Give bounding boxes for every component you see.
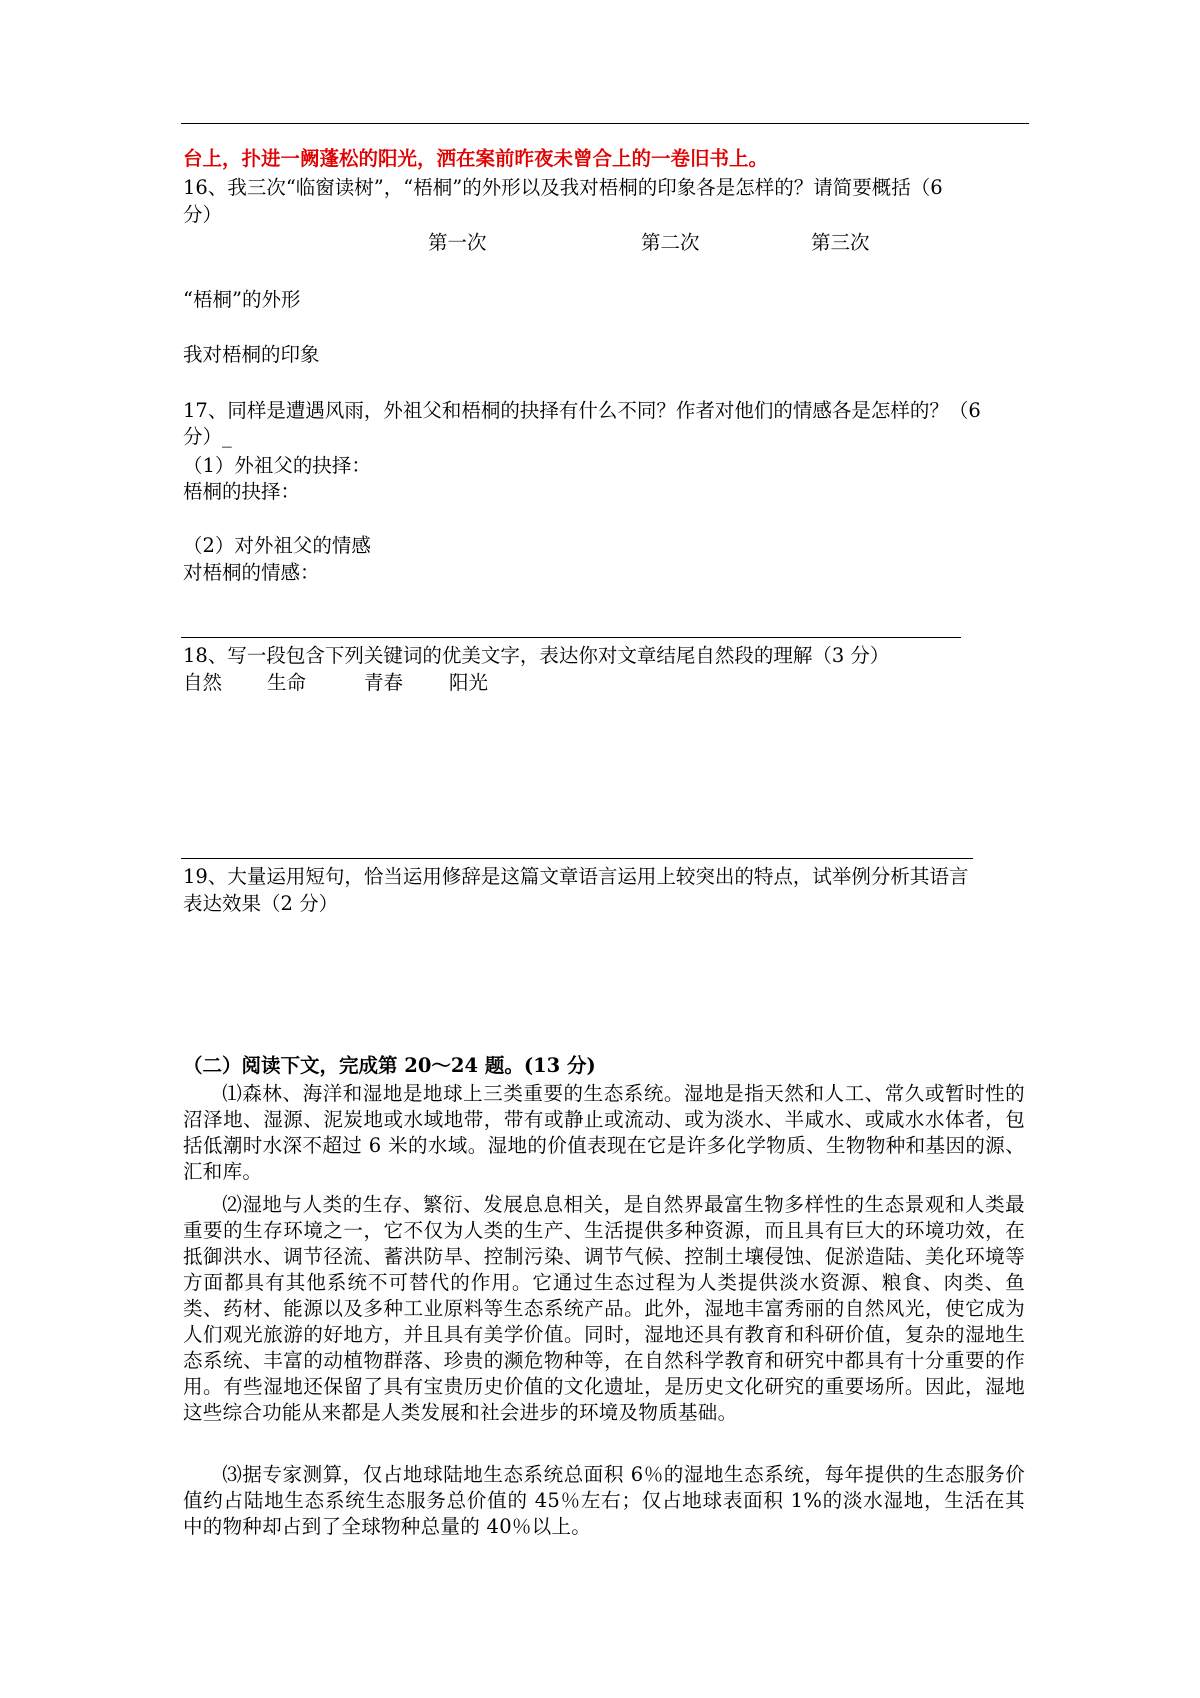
q18-stem: 18、写一段包含下列关键词的优美文字，表达你对文章结尾自然段的理解（3 分） (183, 644, 890, 667)
q16-col-first: 第一次 (428, 231, 487, 254)
q18-keyword: 自然 (183, 671, 223, 694)
q17-answer-tree-feeling: 对梧桐的情感： (183, 561, 320, 584)
paragraph-3-text: ⑶据专家测算，仅占地球陆地生态系统总面积 6％的湿地生态系统，每年提供的生态服务价值约占陆地生态系统生态服务总价值的 45％左右；仅占地球表面积 1%的淡水湿地，生活在其中的物种却占到了全球物种总量的 40％以上。 (183, 1463, 1025, 1538)
q16-col-second: 第二次 (641, 231, 700, 254)
q16-stem-line2: 分） (183, 203, 223, 226)
q17-answer-grandfather-choice: （1）外祖父的抉择： (183, 454, 371, 477)
section2-paragraph-1 (183, 1081, 1025, 1185)
answer-rule-2 (181, 858, 973, 859)
paragraph-2-text: ⑵湿地与人类的生存、繁衍、发展息息相关，是自然界最富生物多样性的生态景观和人类最重要的生存环境之一，它不仅为人类的生产、生活提供多种资源，而且具有巨大的环境功效，在抵御洪水、调节径流、蓄洪防旱、控制污染、调节气候、控制土壤侵蚀、促淤造陆、美化环境等方面都具有其他系统不可替代的作用。它通过生态过程为人类提供淡水资源、粮食、肉类、鱼类、药材、能源以及多种工业原料等生态系统产品。此外，湿地丰富秀丽的自然风光，使它成为人们观光旅游的好地方，并且具有美学价值。同时，湿地还具有教育和科研价值，复杂的湿地生态系统、丰富的动植物群落、珍贵的濒危物种等，在自然科学教育和研究中都具有十分重要的作用。有些湿地还保留了具有宝贵历史价值的文化遗址，是历史文化研究的重要场所。因此，湿地这些综合功能从来都是人类发展和社会进步的环境及物质基础。 (183, 1193, 1025, 1424)
q16-col-third: 第三次 (811, 231, 870, 254)
q16-row-shape: “梧桐”的外形 (183, 288, 301, 311)
q16-row-impression: 我对梧桐的印象 (183, 343, 320, 366)
q18-keyword: 生命 (267, 671, 307, 694)
q17-answer-grandfather-feeling: （2）对外祖父的情感 (183, 534, 371, 557)
section2-paragraph-2 (183, 1192, 1025, 1426)
passage-ending-line: 台上，扑进一阙蓬松的阳光，洒在案前昨夜未曾合上的一卷旧书上。 (183, 147, 769, 170)
answer-rule-1 (181, 637, 961, 638)
q17-answer-tree-choice: 梧桐的抉择： (183, 480, 301, 503)
section2-paragraph-3 (183, 1462, 1025, 1540)
section2-heading: （二）阅读下文，完成第 20～24 题。(13 分) (183, 1054, 596, 1077)
q19-stem-line1: 19、大量运用短句，恰当运用修辞是这篇文章语言运用上较突出的特点，试举例分析其语言 (183, 865, 969, 888)
q17-stem-line1: 17、同样是遭遇风雨，外祖父和梧桐的抉择有什么不同？作者对他们的情感各是怎样的？（6 (183, 399, 981, 422)
q16-stem-line1: 16、我三次“临窗读树”，“梧桐”的外形以及我对梧桐的印象各是怎样的？请简要概括（6 (183, 176, 943, 199)
header-rule (181, 123, 1029, 124)
q17-stem-line2: 分）_ (183, 425, 232, 448)
q18-keyword: 阳光 (449, 671, 489, 694)
q18-keyword: 青春 (364, 671, 404, 694)
q19-stem-line2: 表达效果（2 分） (183, 892, 339, 915)
paragraph-1-text: ⑴森林、海洋和湿地是地球上三类重要的生态系统。湿地是指天然和人工、常久或暂时性的沼泽地、湿源、泥炭地或水域地带，带有或静止或流动、或为淡水、半咸水、或咸水水体者，包括低潮时水深不超过 6 米的水域。湿地的价值表现在它是许多化学物质、生物物种和基因的源、汇和库。 (183, 1082, 1025, 1183)
